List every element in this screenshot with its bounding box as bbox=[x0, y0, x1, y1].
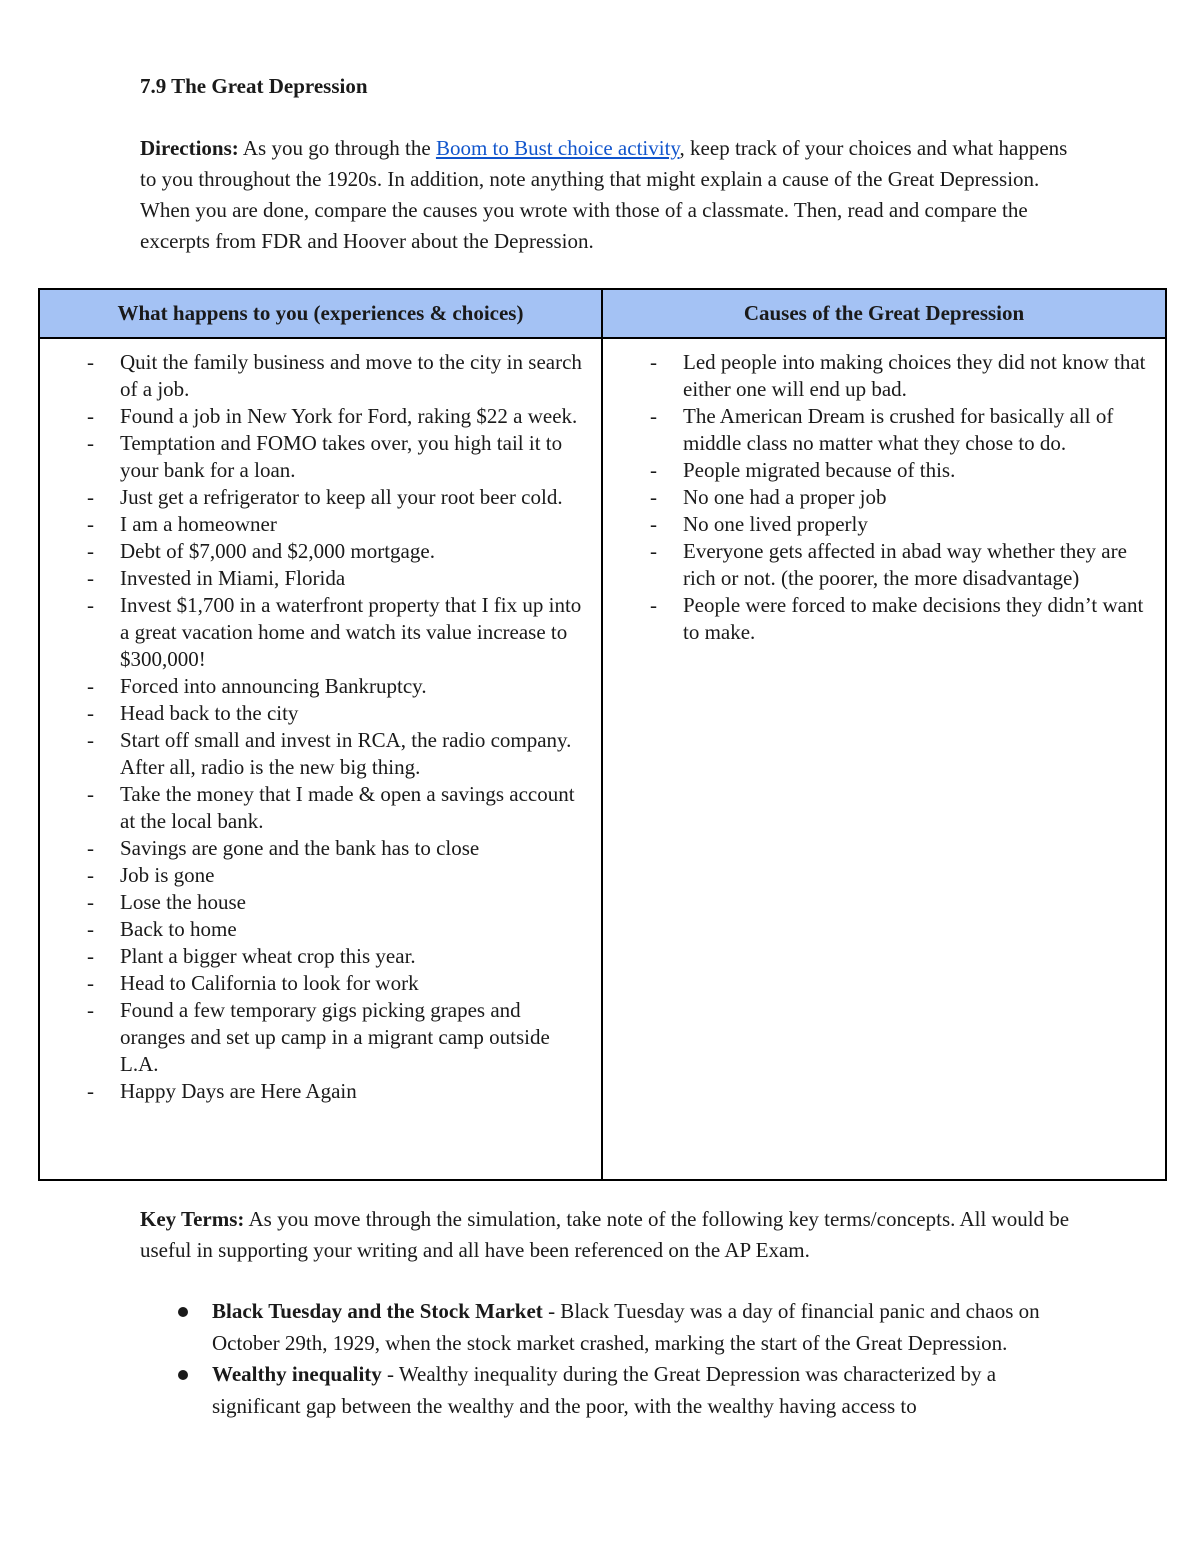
experience-item: - Debt of $7,000 and $2,000 mortgage. bbox=[40, 538, 589, 565]
key-terms-label: Key Terms: bbox=[140, 1207, 245, 1231]
experience-item: - Forced into announcing Bankruptcy. bbox=[40, 673, 589, 700]
experience-item: - Quit the family business and move to the city in search of a job. bbox=[40, 349, 589, 403]
key-term-definition: - Wealthy inequality during the Great Depression was characterized by a significant gap between the wealthy and the poor, with the wealthy having access to bbox=[212, 1362, 997, 1418]
experience-item: - Head back to the city bbox=[40, 700, 589, 727]
experience-item: - Happy Days are Here Again bbox=[40, 1078, 589, 1105]
bullet-icon bbox=[178, 1370, 188, 1380]
experience-item: - Take the money that I made & open a savings account at the local bank. bbox=[40, 781, 589, 835]
key-term-name: Wealthy inequality bbox=[212, 1362, 382, 1386]
bullet-icon bbox=[178, 1307, 188, 1317]
key-term-item bbox=[140, 1296, 1060, 1359]
experience-item: - Just get a refrigerator to keep all your root beer cold. bbox=[40, 484, 589, 511]
causes-cell bbox=[602, 338, 1166, 1180]
cause-item: - Everyone gets affected in abad way whether they are rich or not. (the poorer, the more disadvantage) bbox=[603, 538, 1153, 592]
cause-item: - No one lived properly bbox=[603, 511, 1153, 538]
cause-item: - People migrated because of this. bbox=[603, 457, 1153, 484]
experience-item: - Plant a bigger wheat crop this year. bbox=[40, 943, 589, 970]
experience-item: - Start off small and invest in RCA, the radio company. After all, radio is the new big thing. bbox=[40, 727, 589, 781]
experience-item: - Invested in Miami, Florida bbox=[40, 565, 589, 592]
cause-item: - People were forced to make decisions they didn’t want to make. bbox=[603, 592, 1153, 646]
directions-paragraph bbox=[140, 133, 1070, 257]
experience-item: - Back to home bbox=[40, 916, 589, 943]
directions-text-before: As you go through the bbox=[238, 136, 436, 160]
boom-to-bust-link[interactable]: Boom to Bust choice activity bbox=[435, 136, 680, 160]
key-terms-text: As you move through the simulation, take note of the following key terms/concepts. All would be useful in supporting your writing and all have been referenced on the AP Exam. bbox=[140, 1207, 1070, 1262]
key-terms-paragraph bbox=[140, 1204, 1080, 1266]
directions-text-after: , keep track of your choices and what happens to you throughout the 1920s. In addition, note anything that might explain a cause of the Great Depression. When you are done, compare the causes you wrote with those of a classmate. Then, read and compare the excerpts from FDR and Hoover about the Depression. bbox=[140, 136, 1068, 253]
choices-causes-table bbox=[38, 288, 1167, 1181]
experience-item: - Invest $1,700 in a waterfront property that I fix up into a great vacation home and watch its value increase to $300,000! bbox=[40, 592, 589, 673]
experience-item: - I am a homeowner bbox=[40, 511, 589, 538]
key-term-item bbox=[140, 1359, 1060, 1422]
experiences-list bbox=[40, 349, 589, 1105]
header-experiences: What happens to you (experiences & choices) bbox=[39, 289, 602, 338]
cause-item: - No one had a proper job bbox=[603, 484, 1153, 511]
causes-list bbox=[603, 349, 1153, 646]
page-title: 7.9 The Great Depression bbox=[140, 74, 368, 98]
header-causes: Causes of the Great Depression bbox=[602, 289, 1166, 338]
cause-item: - Led people into making choices they did not know that either one will end up bad. bbox=[603, 349, 1153, 403]
experience-item: - Found a job in New York for Ford, raking $22 a week. bbox=[40, 403, 589, 430]
experience-item: - Found a few temporary gigs picking grapes and oranges and set up camp in a migrant camp outside L.A. bbox=[40, 997, 589, 1078]
cause-item: - The American Dream is crushed for basically all of middle class no matter what they chose to do. bbox=[603, 403, 1153, 457]
key-terms-list bbox=[140, 1296, 1060, 1422]
experience-item: - Job is gone bbox=[40, 862, 589, 889]
directions-label: Directions: bbox=[140, 136, 239, 160]
key-term-name: Black Tuesday and the Stock Market bbox=[212, 1299, 543, 1323]
experience-item: - Savings are gone and the bank has to close bbox=[40, 835, 589, 862]
experience-item: - Lose the house bbox=[40, 889, 589, 916]
table-header-row bbox=[39, 289, 1166, 338]
experiences-cell bbox=[39, 338, 602, 1180]
experience-item: - Temptation and FOMO takes over, you high tail it to your bank for a loan. bbox=[40, 430, 589, 484]
key-term-definition: - Black Tuesday was a day of financial panic and chaos on October 29th, 1929, when the stock market crashed, marking the start of the Great Depression. bbox=[212, 1299, 1040, 1355]
experience-item: - Head to California to look for work bbox=[40, 970, 589, 997]
table-body-row bbox=[39, 338, 1166, 1180]
